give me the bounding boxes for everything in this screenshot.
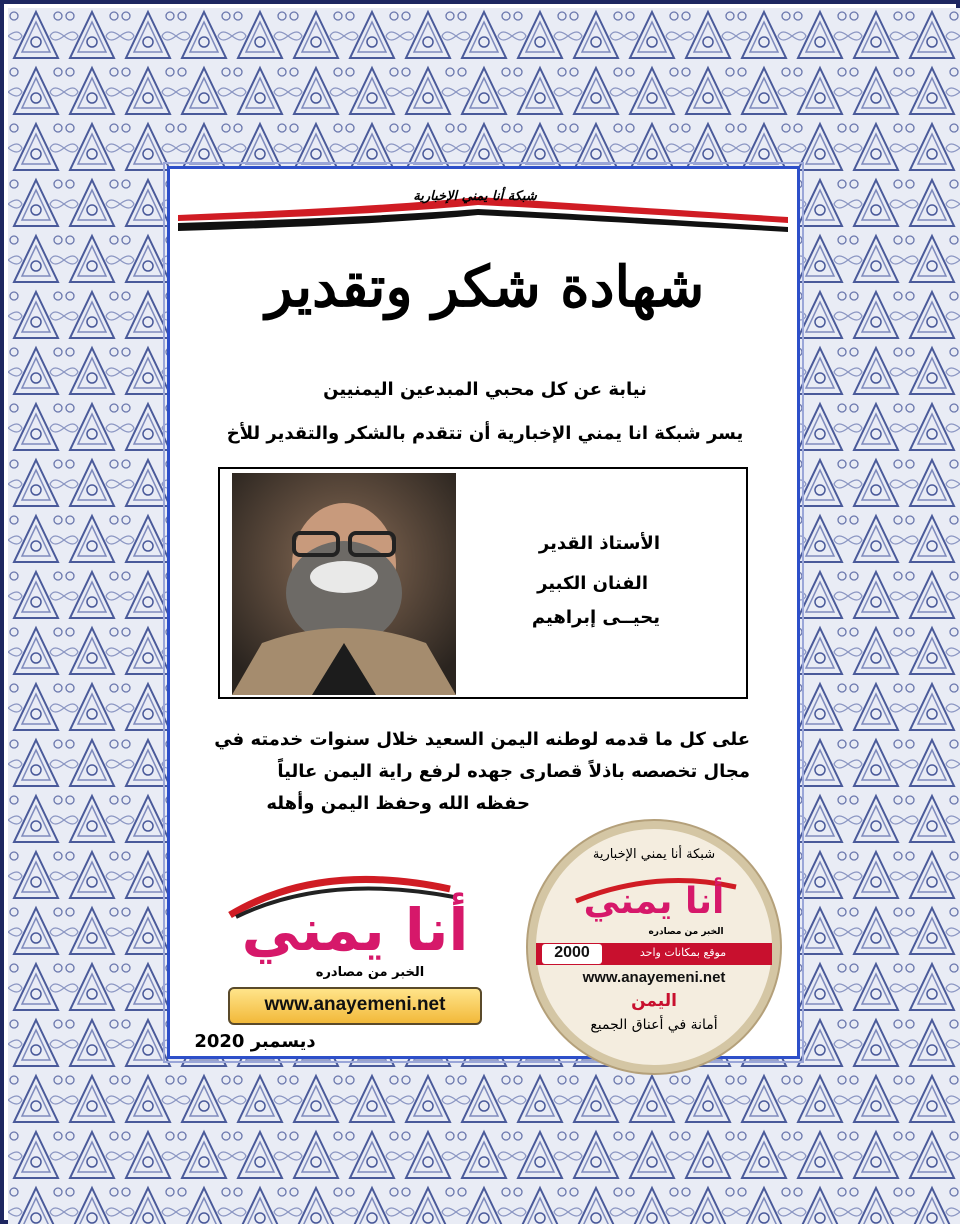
honoree-profession: الفنان الكبير bbox=[537, 573, 648, 594]
logo-url-text: www.anayemeni.net bbox=[264, 994, 446, 1015]
logo-brand-text: أنا يمني bbox=[241, 896, 469, 964]
issue-date: ديسمبر 2020 bbox=[194, 1031, 316, 1052]
seal-year: 2000 bbox=[542, 944, 602, 964]
seal-url: www.anayemeni.net bbox=[582, 969, 726, 986]
seal-brand: أنا يمني bbox=[583, 881, 725, 922]
logo-tagline: الخبر من مصادره bbox=[315, 965, 425, 980]
certificate-title: شهادة شكر وتقدير bbox=[265, 254, 705, 320]
body-line-1: على كل ما قدمه لوطنه اليمن السعيد خلال سنوات خدمته في bbox=[214, 729, 750, 750]
seal-slogan: موقع بمكانات واحد bbox=[639, 946, 727, 959]
honoree-title: الأستاذ القدير bbox=[538, 533, 660, 554]
intro-line-2: يسر شبكة انا يمني الإخبارية أن تتقدم بالشكر والتقدير للأخ bbox=[226, 423, 744, 444]
logo-url-badge bbox=[228, 987, 482, 1025]
body-line-3: حفظه الله وحفظ اليمن وأهله bbox=[266, 793, 530, 814]
seal-arc-bottom: أمانة في أعناق الجميع bbox=[590, 1017, 718, 1033]
honoree-box bbox=[218, 467, 748, 699]
seal-arc-top: شبكة أنا يمني الإخبارية bbox=[592, 847, 716, 862]
network-name: شبكة أنا يمني الإخبارية bbox=[413, 189, 537, 204]
intro-line-1: نيابة عن كل محبي المبدعين اليمنيين bbox=[323, 379, 647, 400]
network-seal bbox=[536, 829, 772, 1065]
seal-country: اليمن bbox=[631, 991, 677, 1011]
seal-tagline: الخبر من مصادره bbox=[648, 927, 724, 937]
certificate-panel bbox=[167, 166, 800, 1059]
seal-ribbon bbox=[536, 943, 772, 965]
brand-logo bbox=[210, 869, 500, 1034]
honoree-photo bbox=[232, 473, 456, 695]
body-line-2: مجال تخصصه باذلاً قصارى جهده لرفع راية اليمن عالياً bbox=[277, 761, 750, 782]
honoree-name: يحيــى إبراهيم bbox=[531, 607, 660, 628]
